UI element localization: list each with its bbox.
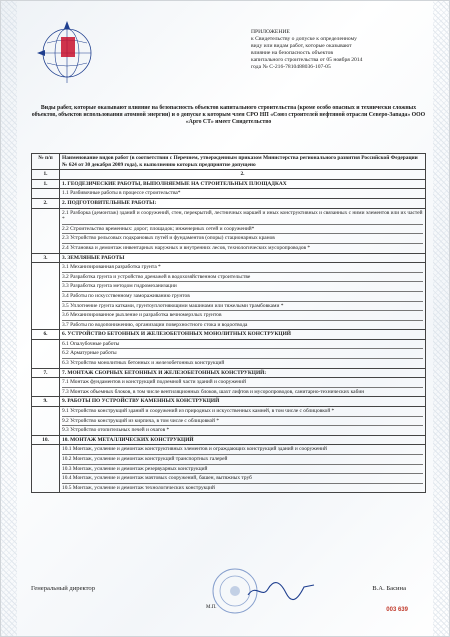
stamp-label: М.П. xyxy=(206,605,217,610)
list-item: 10.2 Монтаж, усиление и демонтаж конструкций транспортных галерей xyxy=(62,454,423,463)
empty-number-cell xyxy=(32,263,60,330)
signer-position: Генеральный директор xyxy=(31,585,96,592)
table-row xyxy=(32,397,426,407)
section-number: 7. xyxy=(32,368,60,378)
table-row xyxy=(32,339,426,368)
section-title: 1. ГЕОДЕЗИЧЕСКИЕ РАБОТЫ, ВЫПОЛНЯЕМЫЕ НА СТРОИТЕЛЬНЫХ ПЛОЩАДКАХ xyxy=(60,179,426,189)
list-item: 10.4 Монтаж, усиление и демонтаж мачтовых сооружений, башен, вытяжных труб xyxy=(62,473,423,482)
table-row xyxy=(32,198,426,208)
list-item: 9.3 Устройство отопительных печей и очагов * xyxy=(62,425,423,434)
section-title: 9. РАБОТЫ ПО УСТРОЙСТВУ КАМЕННЫХ КОНСТРУКЦИЙ xyxy=(60,397,426,407)
security-border-right xyxy=(433,1,449,636)
column-number-2: 2. xyxy=(60,170,426,180)
table-row xyxy=(32,330,426,340)
list-item: 3.6 Механизированное рыхление и разработка вечномерзлых грунтов xyxy=(62,310,423,319)
section-title: 6. УСТРОЙСТВО БЕТОННЫХ И ЖЕЛЕЗОБЕТОННЫХ МОНОЛИТНЫХ КОНСТРУКЦИЙ xyxy=(60,330,426,340)
appendix-line: к Свидетельству о допуске к определенному xyxy=(251,36,357,42)
section-title: 2. ПОДГОТОВИТЕЛЬНЫЕ РАБОТЫ: xyxy=(60,198,426,208)
section-items xyxy=(60,407,426,436)
section-items xyxy=(60,339,426,368)
empty-number-cell xyxy=(32,407,60,436)
list-item: 10.1 Монтаж, усиление и демонтаж конструктивных элементов и ограждающих конструкций зданий и сооружений xyxy=(62,446,327,453)
empty-number-cell xyxy=(32,208,60,253)
appendix-reference-block xyxy=(251,29,436,71)
list-item: 9.2 Устройство конструкций из кирпича, в том числе с облицовкой * xyxy=(62,416,423,425)
list-item: 3.3 Разработка грунта методом гидромеханизации xyxy=(62,281,423,290)
appendix-line: виду или видам работ, которые оказывают xyxy=(251,43,352,49)
list-item: 1.1 Разбивочные работы в процессе строительства* xyxy=(62,190,181,197)
table-header-row xyxy=(32,154,426,170)
list-item: 6.2 Арматурные работы xyxy=(62,348,423,357)
header-number-cell: № п/п xyxy=(32,154,60,170)
section-number: 2. xyxy=(32,198,60,208)
list-item: 6.3 Устройство монолитных бетонных и железобетонных конструкций xyxy=(62,358,423,367)
table-row xyxy=(32,253,426,263)
empty-number-cell xyxy=(32,339,60,368)
list-item: 2.4 Установка и демонтаж инвентарных наружных и внутренних лесов, технологических мусоропроводов * xyxy=(62,243,423,252)
section-number: 10. xyxy=(32,435,60,445)
section-number: 3. xyxy=(32,253,60,263)
list-item: 7.3 Монтаж объемных блоков, в том числе вентиляционных блоков, шахт лифтов и мусоропроводов, санитарно-технических кабин xyxy=(62,387,423,396)
section-number: 6. xyxy=(32,330,60,340)
section-items xyxy=(60,263,426,330)
table-row xyxy=(32,435,426,445)
list-item: 6.1 Опалубочные работы xyxy=(62,340,120,347)
header-title-cell: Наименование видов работ (в соответствии с Перечнем, утвержденным приказом Министерства регионального развития Российской Федерации № 624 от 30 декабря 2009 года), к выполнению которых предприятие допущено xyxy=(60,154,426,170)
appendix-line: года № С-216-7810488036-107-05 xyxy=(251,64,331,70)
list-item: 10.5 Монтаж, усиление и демонтаж технологических конструкций xyxy=(62,483,423,492)
section-items xyxy=(60,189,426,199)
table-row xyxy=(32,407,426,436)
signature-footer xyxy=(31,585,426,633)
column-number-1: 1. xyxy=(32,170,60,180)
appendix-line: влияние на безопасность объектов xyxy=(251,50,334,56)
table-row xyxy=(32,378,426,397)
section-title: 10. МОНТАЖ МЕТАЛЛИЧЕСКИХ КОНСТРУКЦИЙ xyxy=(60,435,426,445)
section-items xyxy=(60,378,426,397)
list-item: 3.4 Работы по искусственному замораживанию грунтов xyxy=(62,291,423,300)
section-title: 3. ЗЕМЛЯНЫЕ РАБОТЫ xyxy=(60,253,426,263)
section-number: 9. xyxy=(32,397,60,407)
works-table xyxy=(31,153,426,493)
list-item: 10.3 Монтаж, усиление и демонтаж резервуарных конструкций xyxy=(62,464,423,473)
section-number: 1. xyxy=(32,179,60,189)
list-item: 2.1 Разборка (демонтаж) зданий и сооружений, стен, перекрытий, лестничных маршей и иных конструктивных и связанных с ними элементов или их частей * xyxy=(62,209,423,223)
empty-number-cell xyxy=(32,189,60,199)
section-items xyxy=(60,208,426,253)
appendix-title: ПРИЛОЖЕНИЕ xyxy=(251,29,290,35)
list-item: 2.2 Строительство временных: дорог; площадок; инженерных сетей и сооружений* xyxy=(62,224,423,233)
document-serial-number: 003 639 xyxy=(386,607,408,613)
table-row xyxy=(32,445,426,493)
security-border-left xyxy=(1,1,17,636)
intro-paragraph: Виды работ, которые оказывают влияние на безопасность объектов капитального строительства (кроме особо опасных и технически сложных объектов, объектов использования атомной энергии) и о допуске к которым член СРО НП «Союз строителей нефтяной отрасли Северо-Запада» ООО «Арго СТ» имеет Свидетельство xyxy=(31,105,426,126)
list-item: 7.1 Монтаж фундаментов и конструкций подземной части зданий и сооружений xyxy=(62,379,246,386)
section-title: 7. МОНТАЖ СБОРНЫХ БЕТОННЫХ И ЖЕЛЕЗОБЕТОННЫХ КОНСТРУКЦИЙ: xyxy=(60,368,426,378)
table-row xyxy=(32,368,426,378)
section-items xyxy=(60,445,426,493)
signer-name: В.А. Басина xyxy=(372,585,406,592)
list-item: 2.3 Устройство рельсовых подкрановых путей и фундаментов (опоры) стационарных кранов xyxy=(62,233,423,242)
list-item: 3.7 Работы по водопонижению, организации поверхностного стока и водоотвода xyxy=(62,320,423,329)
empty-number-cell xyxy=(32,445,60,493)
empty-number-cell xyxy=(32,378,60,397)
column-number-row xyxy=(32,170,426,180)
table-row xyxy=(32,189,426,199)
table-row xyxy=(32,208,426,253)
list-item: 3.5 Уплотнение грунта катками, грунтоуплотняющими машинами или тяжелыми трамбовками * xyxy=(62,301,423,310)
organization-logo-icon xyxy=(31,15,103,87)
list-item: 3.2 Разработка грунта и устройство дренажей в водохозяйственном строительстве xyxy=(62,272,423,281)
table-row xyxy=(32,179,426,189)
table-row xyxy=(32,263,426,330)
list-item: 3.1 Механизированная разработка грунта * xyxy=(62,264,161,271)
list-item: 9.1 Устройство конструкций зданий и сооружений из природных и искусственных камней, в том числе с облицовкой * xyxy=(62,408,335,415)
appendix-line: капитального строительства от 05 ноября 2014 xyxy=(251,57,363,63)
